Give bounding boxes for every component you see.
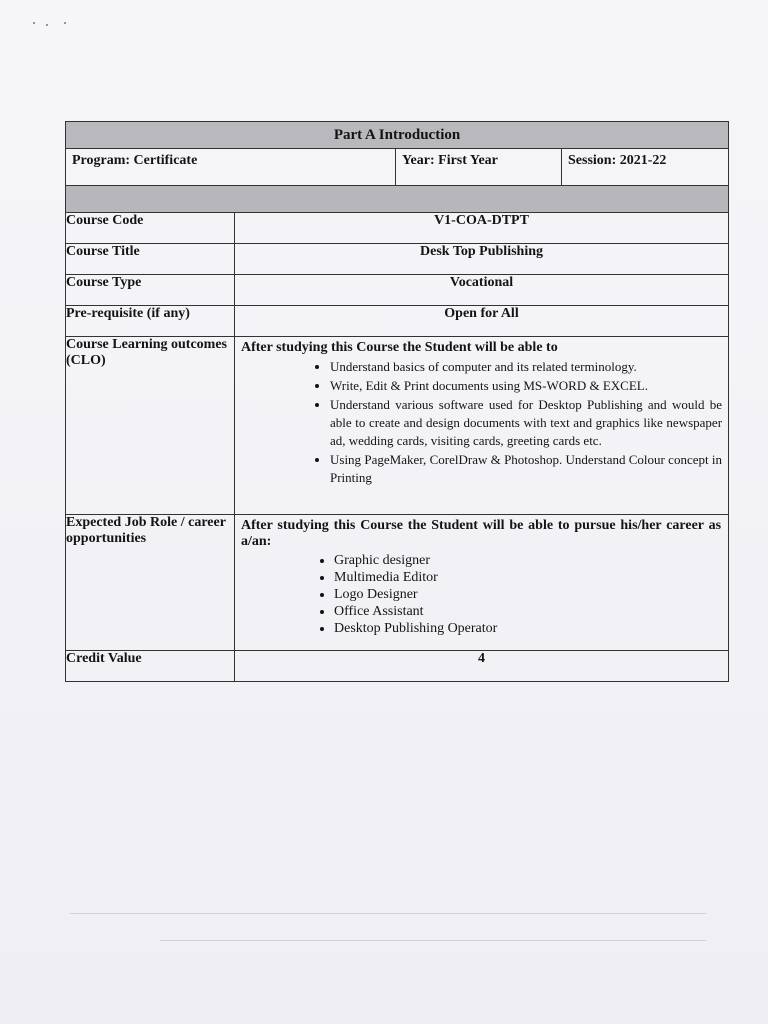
table-row [66,651,729,682]
table-row [66,306,729,337]
table-title-row [66,122,729,149]
scan-speck [64,22,66,24]
jobs-label: Expected Job Role / career opportunities [66,515,235,651]
table-title: Part A Introduction [66,122,729,149]
credit-label: Credit Value [66,651,235,682]
list-item: • Understand various software used for Desktop Publishing and would be able to create and design documents with text and graphics like newspaper ad, wedding cards, visiting cards, greeting cards etc. [330,396,722,450]
clo-list [235,358,722,487]
course-title-label: Course Title [66,244,235,275]
credit-value: 4 [235,651,729,682]
program-cell: Program: Certificate [66,149,396,186]
list-item: • Logo Designer [334,586,722,603]
year-cell: Year: First Year [396,149,562,186]
course-table [65,121,729,682]
list-item: • Office Assistant [334,603,722,620]
table-row [66,213,729,244]
table-row [66,275,729,306]
course-type-value: Vocational [235,275,729,306]
prerequisite-value: Open for All [235,306,729,337]
separator-band [66,186,729,213]
jobs-intro: After studying this Course the Student will be able to pursue his/her career as a/an: [241,518,722,549]
session-cell: Session: 2021-22 [562,149,729,186]
course-code-label: Course Code [66,213,235,244]
course-title-value: Desk Top Publishing [235,244,729,275]
scan-line [70,913,706,914]
table-row [66,337,729,515]
list-item: • Graphic designer [334,552,722,569]
list-item: • Using PageMaker, CorelDraw & Photoshop. Understand Colour concept in Printing [330,451,722,487]
clo-intro: After studying this Course the Student will be able to [241,340,558,355]
course-code-value: V1-COA-DTPT [235,213,729,244]
clo-cell [235,337,729,515]
scan-line [160,940,706,941]
list-item: • Multimedia Editor [334,569,722,586]
prerequisite-label: Pre-requisite (if any) [66,306,235,337]
course-type-label: Course Type [66,275,235,306]
scan-speck [33,22,35,24]
scan-speck [46,24,48,26]
clo-label: Course Learning outcomes (CLO) [66,337,235,515]
jobs-list [235,552,722,637]
table-row [66,515,729,651]
program-row [66,149,729,186]
list-item: • Write, Edit & Print documents using MS-WORD & EXCEL. [330,377,722,395]
list-item: • Understand basics of computer and its related terminology. [330,358,722,376]
jobs-cell [235,515,729,651]
list-item: • Desktop Publishing Operator [334,620,722,637]
table-row [66,244,729,275]
